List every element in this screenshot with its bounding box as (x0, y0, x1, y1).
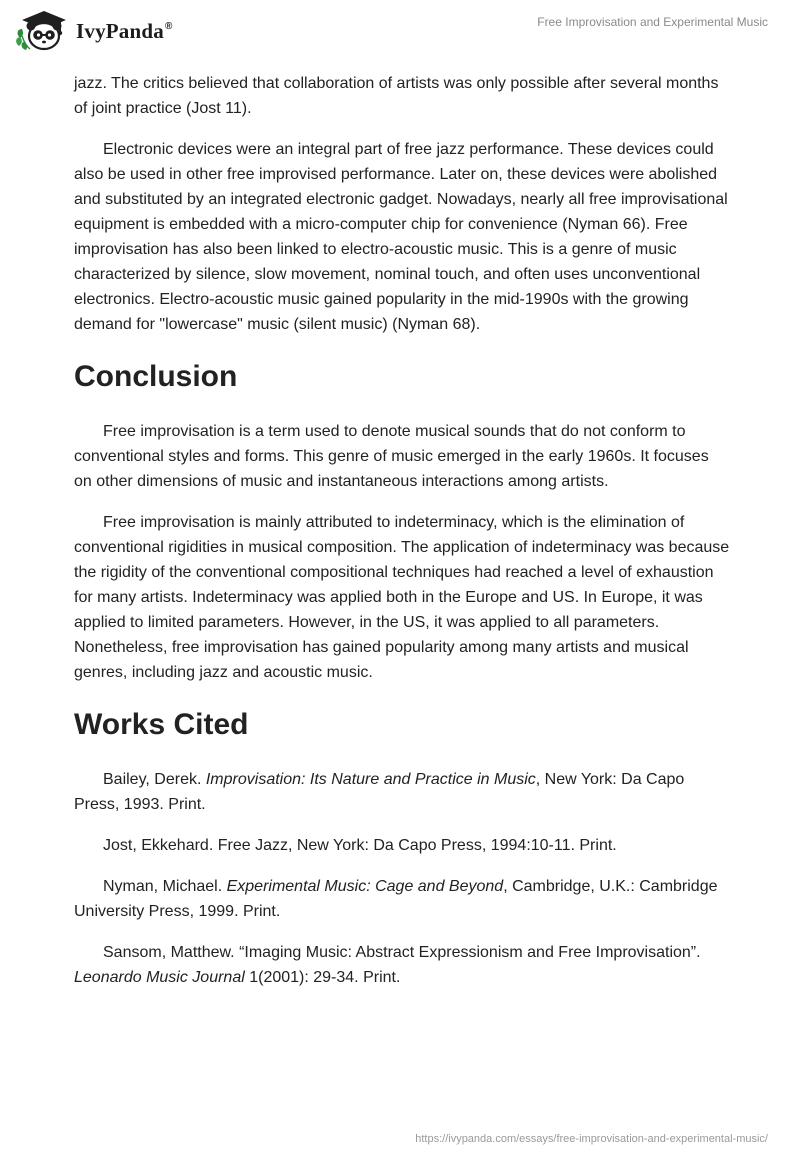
logo-wordmark: IvyPanda® (76, 18, 173, 43)
citation-item: Sansom, Matthew. “Imaging Music: Abstract Expressionism and Free Improvisation”. Leonardo Music Journal 1(2001): 29-34. Print. (74, 944, 701, 986)
paragraph-conclusion-1: Free improvisation is a term used to denote musical sounds that do not conform to conventional styles and forms. This genre of music emerged in the early 1960s. It focuses on other dimensions of music and instantaneous interactions among artists. (74, 423, 709, 490)
footer-source-url[interactable]: https://ivypanda.com/essays/free-improvisation-and-experimental-music/ (415, 1133, 768, 1145)
page-header (0, 0, 800, 60)
citation-item: Jost, Ekkehard. Free Jazz, New York: Da Capo Press, 1994:10-11. Print. (103, 837, 617, 854)
panda-graduation-cap-icon (14, 8, 70, 52)
conclusion-heading: Conclusion (74, 360, 238, 393)
citation-item: Nyman, Michael. Experimental Music: Cage and Beyond, Cambridge, U.K.: Cambridge University Press, 1999. Print. (74, 878, 718, 920)
paragraph-continued: jazz. The critics believed that collaboration of artists was only possible after several months of joint practice (Jost 11). (74, 75, 719, 117)
paragraph-electronic-devices: Electronic devices were an integral part of free jazz performance. These devices could also be used in other free improvised performance. Later on, these devices were abolished and substituted by an integrated electronic gadget. Nowadays, nearly all free improvisational equipment is embedded with a micro-computer chip for convenience (Nyman 66). Free improvisation has also been linked to electro-acoustic music. This is a genre of music characterized by silence, slow movement, nominal touch, and often uses unconventional electronics. Electro-acoustic music gained popularity in the mid-1990s with the growing demand for "lowercase" music (silent music) (Nyman 68). (74, 141, 728, 333)
citation-item: Bailey, Derek. Improvisation: Its Nature and Practice in Music, New York: Da Capo Press, 1993. Print. (74, 771, 685, 813)
ivypanda-logo[interactable] (14, 8, 173, 52)
paragraph-conclusion-2: Free improvisation is mainly attributed to indeterminacy, which is the elimination of conventional rigidities in musical composition. The application of indeterminacy was because the rigidity of the conventional compositional techniques had reached a level of exhaustion for many artists. Indeterminacy was applied both in the Europe and US. In Europe, it was applied to limited parameters. However, in the US, it was applied to all parameters. Nonetheless, free improvisation has gained popularity among many artists and musical genres, including jazz and acoustic music. (74, 514, 730, 681)
essay-content (74, 71, 730, 1006)
works-cited-heading: Works Cited (74, 708, 249, 741)
document-title: Free Improvisation and Experimental Music (537, 15, 768, 29)
